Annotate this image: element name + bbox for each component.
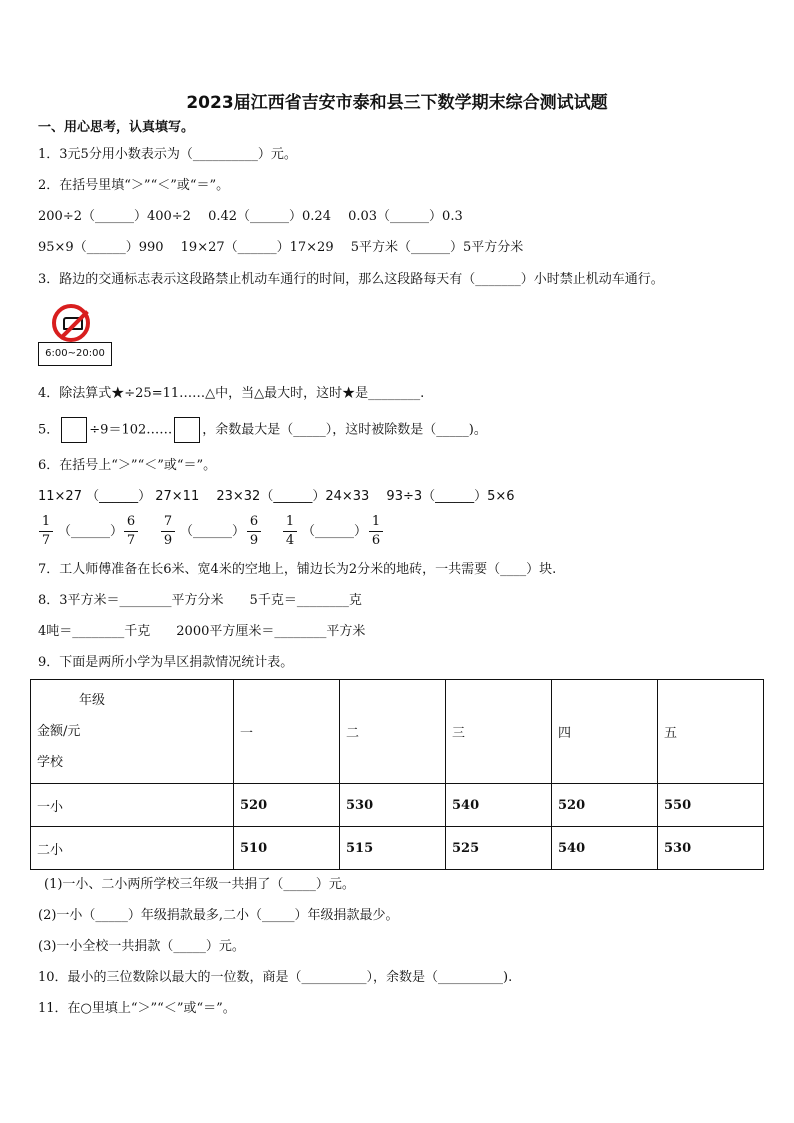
question-5 [38,417,487,444]
question-9: 9．下面是两所小学为旱区捐款情况统计表。 [38,655,294,670]
fraction: 6 9 [247,514,261,549]
table-cell: 520 [552,784,658,827]
question-5-number: 5． [38,422,60,438]
fraction: 1 6 [369,514,383,549]
compare-blank: （______） [58,524,124,539]
question-7: 7．工人师傅准备在长6米、宽4米的空地上，铺边长为2分米的地砖，一共需要（____）块. [38,562,557,577]
table-cell: 530 [340,784,446,827]
grade-header: 二 [340,680,446,784]
question-5-end: ，余数最大是（_____），这时被除数是（_____)。 [202,422,487,438]
table-cell: 510 [234,827,340,870]
question-2-row-2: 95×9（______）990 19×27（______）17×29 5平方米（______）5平方分米 [38,240,524,255]
table-row [31,827,764,870]
question-2: 2．在括号里填“＞”“＜”或“＝”。 [38,178,230,193]
question-2-row-1: 200÷2（______）400÷2 0.42（______）0.24 0.03（______）0.3 [38,209,463,224]
school-name: 二小 [31,827,234,870]
question-10: 10．最小的三位数除以最大的一位数，商是（__________），余数是（__________). [38,970,513,985]
question-1: 1．3元5分用小数表示为（__________）元。 [38,147,297,162]
question-6: 6．在括号上“＞”“＜”或“＝”。 [38,458,217,473]
grade-header: 三 [446,680,552,784]
question-4: 4．除法算式★÷25=11……△中，当△最大时，这时★是________. [38,386,425,401]
fraction: 1 7 [39,514,53,549]
table-cell: 520 [234,784,340,827]
table-header-row [31,680,764,784]
question-9-part-3: (3)一小全校一共捐款（_____）元。 [38,939,245,954]
table-cell: 515 [340,827,446,870]
question-8-row-1: 8．3平方米＝________平方分米 5千克＝________克 [38,593,362,608]
compare-blank: （______） [180,524,246,539]
fraction: 7 9 [161,514,175,549]
page-title: 2023届江西省吉安市泰和县三下数学期末综合测试试题 [186,93,608,113]
fraction: 6 7 [124,514,138,549]
section-heading: 一、用心思考，认真填写。 [38,120,195,135]
blank-box [174,417,200,443]
grade-header: 一 [234,680,340,784]
table-cell: 540 [552,827,658,870]
question-11: 11．在○里填上“＞”“＜”或“＝”。 [38,1001,236,1016]
school-name: 一小 [31,784,234,827]
compare-blank: （______） [302,524,368,539]
question-9-part-2: (2)一小（_____）年级捐款最多,二小（_____）年级捐款最少。 [38,908,399,923]
question-6-row-1: 11×27 （______） 27×11 23×32（______）24×33 93÷3（______）5×6 [38,489,515,504]
table-row [31,784,764,827]
fraction: 1 4 [283,514,297,549]
donation-table [30,679,764,870]
no-vehicle-sign [38,300,112,366]
question-3: 3．路边的交通标志表示这段路禁止机动车通行的时间，那么这段路每天有（_______）小时禁止机动车通行。 [38,272,664,287]
table-cell: 525 [446,827,552,870]
table-cell: 530 [658,827,764,870]
grade-header: 四 [552,680,658,784]
sign-time-label: 6:00~20:00 [38,342,112,366]
grade-header: 五 [658,680,764,784]
table-corner-header: 年级 金额/元 学校 [31,680,234,784]
no-car-icon [52,304,90,342]
table-cell: 550 [658,784,764,827]
question-9-part-1: (1)一小、二小两所学校三年级一共捐了（_____）元。 [44,877,355,892]
blank-box [61,417,87,443]
question-5-middle: ÷9＝102…… [89,422,173,438]
question-8-row-2: 4吨＝________千克 2000平方厘米＝________平方米 [38,624,366,639]
table-cell: 540 [446,784,552,827]
